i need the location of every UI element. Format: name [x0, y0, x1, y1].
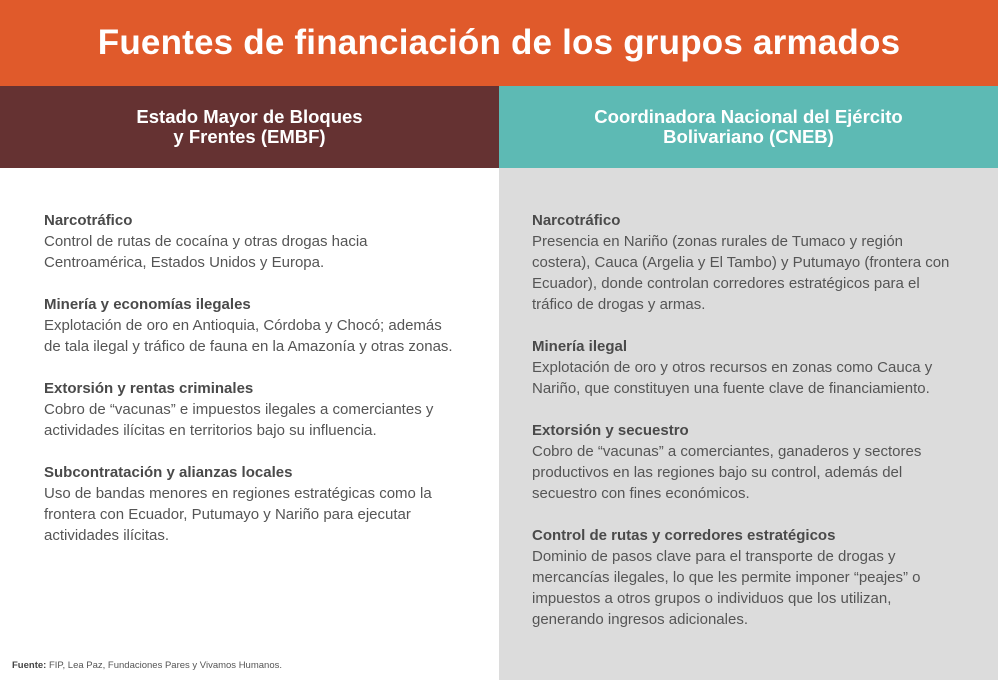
- item-heading: Minería y economías ilegales: [44, 296, 251, 313]
- item-description: Explotación de oro y otros recursos en zonas como Cauca y Nariño, que constituyen una fuente clave de financiamiento.: [532, 359, 933, 397]
- item-description: Dominio de pasos clave para el transporte de drogas y mercancías ilegales, lo que les permite imponer “peajes” o impuestos a otros grupos o individuos que los utilizan, generando ingresos adicionales.: [532, 548, 921, 628]
- cneb-header: [499, 86, 998, 168]
- source-note: [12, 660, 282, 671]
- embf-items: [0, 168, 454, 546]
- list-item: [44, 210, 454, 273]
- list-item: [532, 420, 962, 504]
- list-item: [532, 336, 962, 399]
- item-heading: Extorsión y rentas criminales: [44, 380, 254, 397]
- item-heading: Subcontratación y alianzas locales: [44, 464, 293, 481]
- item-heading: Control de rutas y corredores estratégicos: [532, 527, 836, 544]
- page-title: Fuentes de financiación de los grupos armados: [97, 23, 901, 62]
- item-description: Presencia en Nariño (zonas rurales de Tumaco y región costera), Cauca (Argelia y El Tambo) y Putumayo (frontera con Ecuador), donde controlan corredores estratégicos para el tráfico de drogas y armas.: [532, 233, 950, 313]
- embf-column: [0, 86, 499, 680]
- cneb-column: [499, 86, 998, 680]
- source-label: Fuente:: [12, 660, 47, 671]
- item-description: Uso de bandas menores en regiones estratégicas como la frontera con Ecuador, Putumayo y Nariño para ejecutar actividades ilícitas.: [44, 485, 432, 544]
- cneb-header-line2: Bolivariano (CNEB): [663, 126, 834, 147]
- item-heading: Extorsión y secuestro: [532, 422, 689, 439]
- list-item: [44, 378, 454, 441]
- item-description: Explotación de oro en Antioquia, Córdoba y Chocó; además de tala ilegal y tráfico de fauna en la Amazonía y otras zonas.: [44, 317, 453, 355]
- cneb-items: [499, 168, 962, 630]
- item-description: Cobro de “vacunas” e impuestos ilegales a comerciantes y actividades ilícitas en territorios bajo su influencia.: [44, 401, 434, 439]
- item-heading: Minería ilegal: [532, 338, 628, 355]
- cneb-header-line1: Coordinadora Nacional del Ejército: [594, 106, 903, 127]
- list-item: [44, 294, 454, 357]
- list-item: [44, 462, 454, 546]
- embf-header: [0, 86, 499, 168]
- embf-header-line1: Estado Mayor de Bloques: [136, 106, 363, 127]
- item-description: Control de rutas de cocaína y otras drogas hacia Centroamérica, Estados Unidos y Europa.: [44, 233, 368, 271]
- title-banner: [0, 0, 998, 86]
- source-text: FIP, Lea Paz, Fundaciones Pares y Vivamos Humanos.: [46, 660, 282, 671]
- item-heading: Narcotráfico: [532, 212, 621, 229]
- embf-header-line2: y Frentes (EMBF): [173, 126, 326, 147]
- item-heading: Narcotráfico: [44, 212, 133, 229]
- list-item: [532, 525, 962, 630]
- list-item: [532, 210, 962, 315]
- item-description: Cobro de “vacunas” a comerciantes, ganaderos y sectores productivos en las regiones bajo su control, además del secuestro con fines económicos.: [532, 443, 922, 502]
